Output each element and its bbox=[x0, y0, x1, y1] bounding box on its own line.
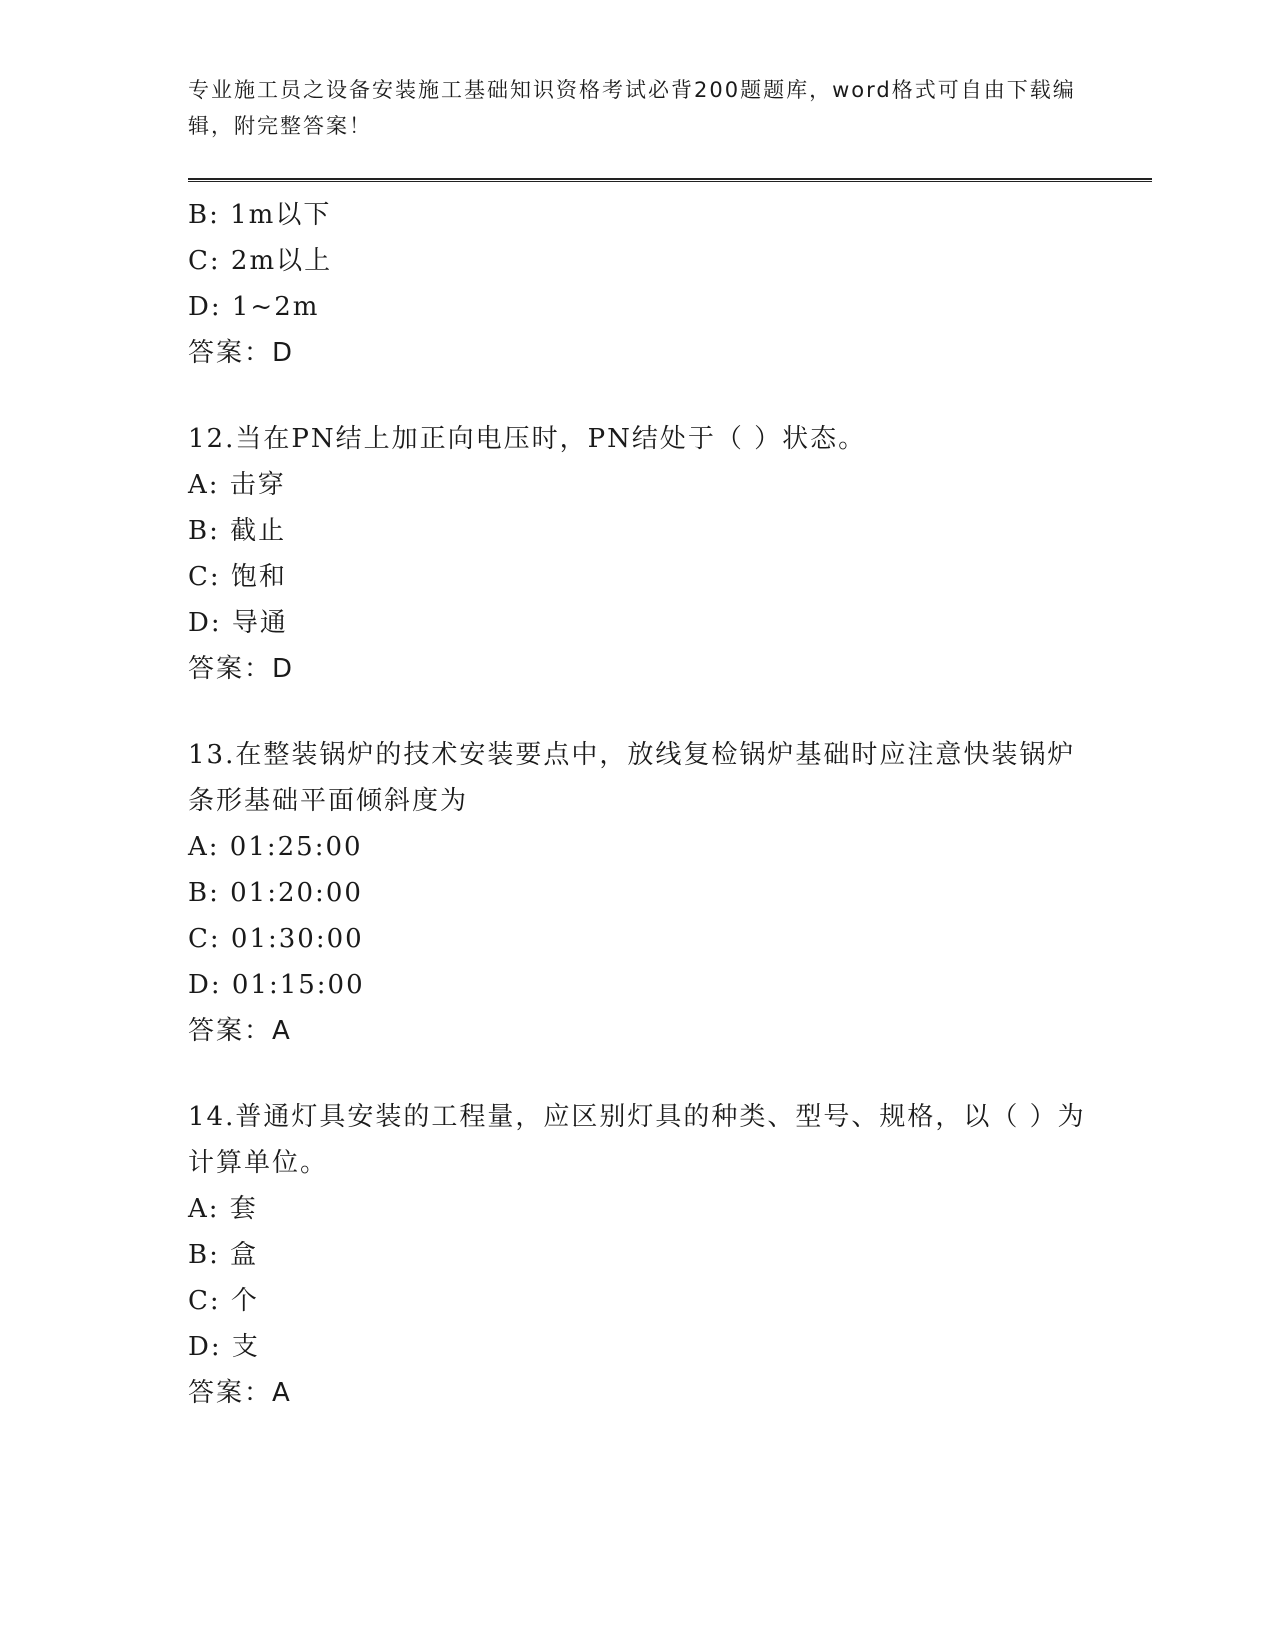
question-stem: 12.当在PN结上加正向电压时，PN结处于（ ）状态。 bbox=[188, 424, 867, 454]
answer-line: 答案：A bbox=[188, 1378, 292, 1408]
question-13 bbox=[188, 732, 1088, 1054]
partial-question bbox=[188, 192, 1088, 376]
option-d: D: 1~2m bbox=[188, 292, 320, 322]
option-b: B: 1m以下 bbox=[188, 200, 332, 230]
option-a: A: 套 bbox=[188, 1194, 258, 1224]
option-a: A: 01:25:00 bbox=[188, 832, 363, 862]
question-list bbox=[188, 192, 1088, 1416]
option-b: B: 截止 bbox=[188, 516, 287, 546]
option-a: A: 击穿 bbox=[188, 470, 286, 500]
option-c: C: 饱和 bbox=[188, 562, 287, 592]
question-12 bbox=[188, 416, 1088, 692]
option-b: B: 01:20:00 bbox=[188, 878, 363, 908]
header-divider bbox=[188, 178, 1152, 182]
option-c: C: 01:30:00 bbox=[188, 924, 364, 954]
option-d: D: 导通 bbox=[188, 608, 288, 638]
option-b: B: 盒 bbox=[188, 1240, 259, 1270]
answer-line: 答案：D bbox=[188, 338, 295, 368]
option-c: C: 2m以上 bbox=[188, 246, 333, 276]
question-stem: 14.普通灯具安装的工程量，应区别灯具的种类、型号、规格，以（ ）为计算单位。 bbox=[188, 1102, 1086, 1178]
option-d: D: 支 bbox=[188, 1332, 260, 1362]
document-header: 专业施工员之设备安装施工基础知识资格考试必背200题题库，word格式可自由下载编辑，附完整答案！ bbox=[188, 78, 1076, 138]
option-d: D: 01:15:00 bbox=[188, 970, 365, 1000]
option-c: C: 个 bbox=[188, 1286, 259, 1316]
answer-line: 答案：A bbox=[188, 1016, 292, 1046]
answer-line: 答案：D bbox=[188, 654, 295, 684]
question-14 bbox=[188, 1094, 1088, 1416]
question-stem: 13.在整装锅炉的技术安装要点中，放线复检锅炉基础时应注意快装锅炉条形基础平面倾斜度为 bbox=[188, 740, 1076, 816]
